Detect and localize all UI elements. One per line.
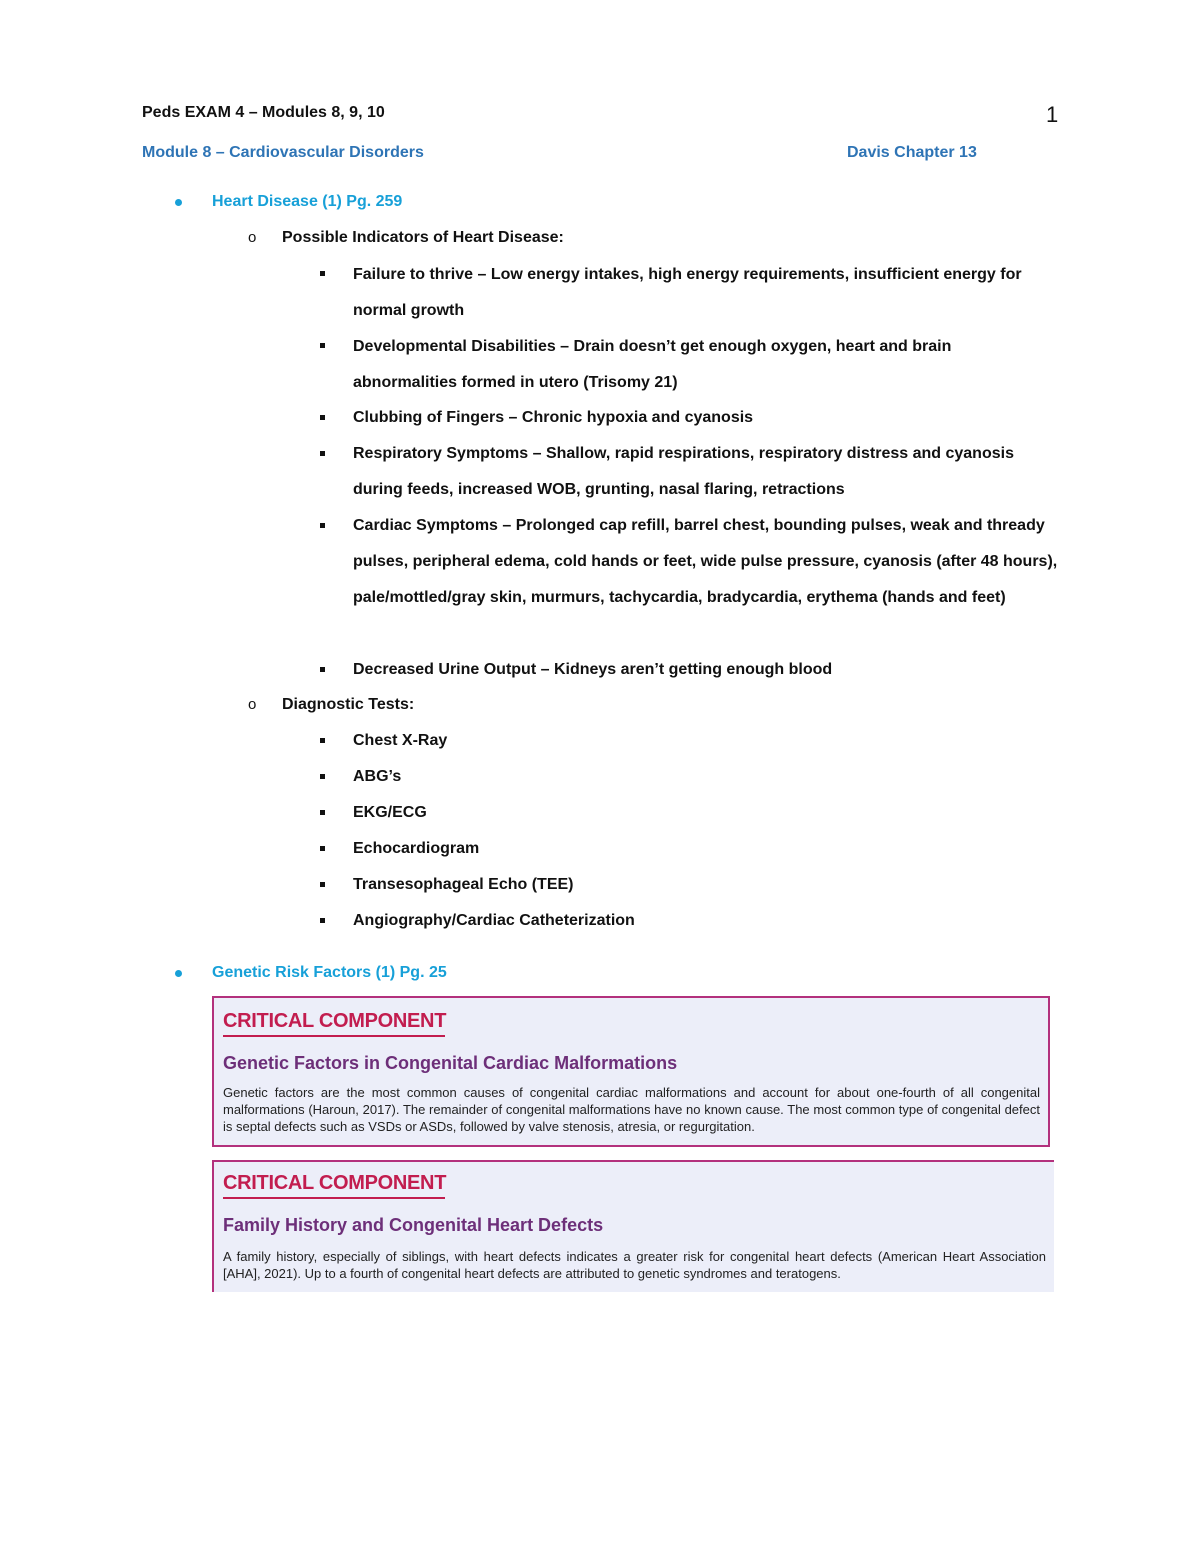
document-header: Peds EXAM 4 – Modules 8, 9, 10 bbox=[142, 104, 385, 121]
page-number: 1 bbox=[1046, 102, 1059, 127]
callout-title: Family History and Congenital Heart Defects bbox=[223, 1215, 604, 1235]
square-bullet-icon bbox=[320, 415, 325, 420]
list-item: Cardiac Symptoms – Prolonged cap refill, barrel chest, bounding pulses, weak and thready pulses, peripheral edema, cold hands or feet, wide pulse pressure, cyanosis (after 48 hours), pale/mottled/gray skin, murmurs, tachycardia, bradycardia, erythema (hands and feet) bbox=[353, 517, 1058, 606]
outline-marker-icon: o bbox=[248, 229, 257, 246]
callout-label-underline bbox=[223, 1035, 445, 1037]
critical-component-callout bbox=[212, 996, 1050, 1147]
callout-title: Genetic Factors in Congenital Cardiac Malformations bbox=[223, 1053, 678, 1073]
subsection-title-indicators: Possible Indicators of Heart Disease: bbox=[282, 229, 564, 246]
square-bullet-icon bbox=[320, 523, 325, 528]
critical-component-callout bbox=[212, 1160, 1054, 1292]
list-item: EKG/ECG bbox=[353, 804, 427, 821]
list-item: Decreased Urine Output – Kidneys aren’t getting enough blood bbox=[353, 661, 833, 678]
square-bullet-icon bbox=[320, 343, 325, 348]
list-item: Respiratory Symptoms – Shallow, rapid respirations, respiratory distress and cyanosis during feeds, increased WOB, grunting, nasal flaring, retractions bbox=[353, 445, 1014, 498]
list-item: Failure to thrive – Low energy intakes, high energy requirements, insufficient energy for normal growth bbox=[353, 266, 1022, 319]
list-item: Angiography/Cardiac Catheterization bbox=[353, 912, 635, 929]
square-bullet-icon bbox=[320, 667, 325, 672]
bullet-dot-icon bbox=[175, 970, 182, 977]
square-bullet-icon bbox=[320, 774, 325, 779]
square-bullet-icon bbox=[320, 451, 325, 456]
callout-label: CRITICAL COMPONENT bbox=[223, 1010, 447, 1032]
callout-body: Genetic factors are the most common causes of congenital cardiac malformations and account for about one-fourth of all congenital malformations (Haroun, 2017). The remainder of congenital malformations have no known cause. The most common type of congenital defect is septal defects such as VSDs or ASDs, followed by valve stenosis, atresia, or regurgitation. bbox=[223, 1085, 1040, 1134]
section-heading-heart-disease: Heart Disease (1) Pg. 259 bbox=[212, 193, 403, 210]
square-bullet-icon bbox=[320, 810, 325, 815]
list-item: ABG’s bbox=[353, 768, 402, 785]
chapter-reference: Davis Chapter 13 bbox=[847, 144, 977, 161]
list-item: Echocardiogram bbox=[353, 840, 480, 857]
bullet-dot-icon bbox=[175, 199, 182, 206]
outline-marker-icon: o bbox=[248, 696, 257, 713]
list-item: Developmental Disabilities – Drain doesn’t get enough oxygen, heart and brain abnormalities formed in utero (Trisomy 21) bbox=[353, 338, 952, 391]
square-bullet-icon bbox=[320, 846, 325, 851]
square-bullet-icon bbox=[320, 882, 325, 887]
callout-label-underline bbox=[223, 1197, 445, 1199]
callout-label: CRITICAL COMPONENT bbox=[223, 1172, 447, 1194]
callout-body: A family history, especially of siblings, with heart defects indicates a greater risk for congenital heart defects (American Heart Association [AHA], 2021). Up to a fourth of congenital heart defects are attributed to genetic syndromes and teratogens. bbox=[223, 1249, 1046, 1281]
square-bullet-icon bbox=[320, 271, 325, 276]
subsection-title-diagnostic-tests: Diagnostic Tests: bbox=[282, 696, 415, 713]
section-heading-genetic-risk: Genetic Risk Factors (1) Pg. 25 bbox=[212, 964, 447, 981]
list-item: Clubbing of Fingers – Chronic hypoxia and cyanosis bbox=[353, 409, 754, 426]
module-title: Module 8 – Cardiovascular Disorders bbox=[142, 144, 424, 161]
square-bullet-icon bbox=[320, 738, 325, 743]
list-item: Transesophageal Echo (TEE) bbox=[353, 876, 574, 893]
square-bullet-icon bbox=[320, 918, 325, 923]
list-item: Chest X-Ray bbox=[353, 732, 448, 749]
